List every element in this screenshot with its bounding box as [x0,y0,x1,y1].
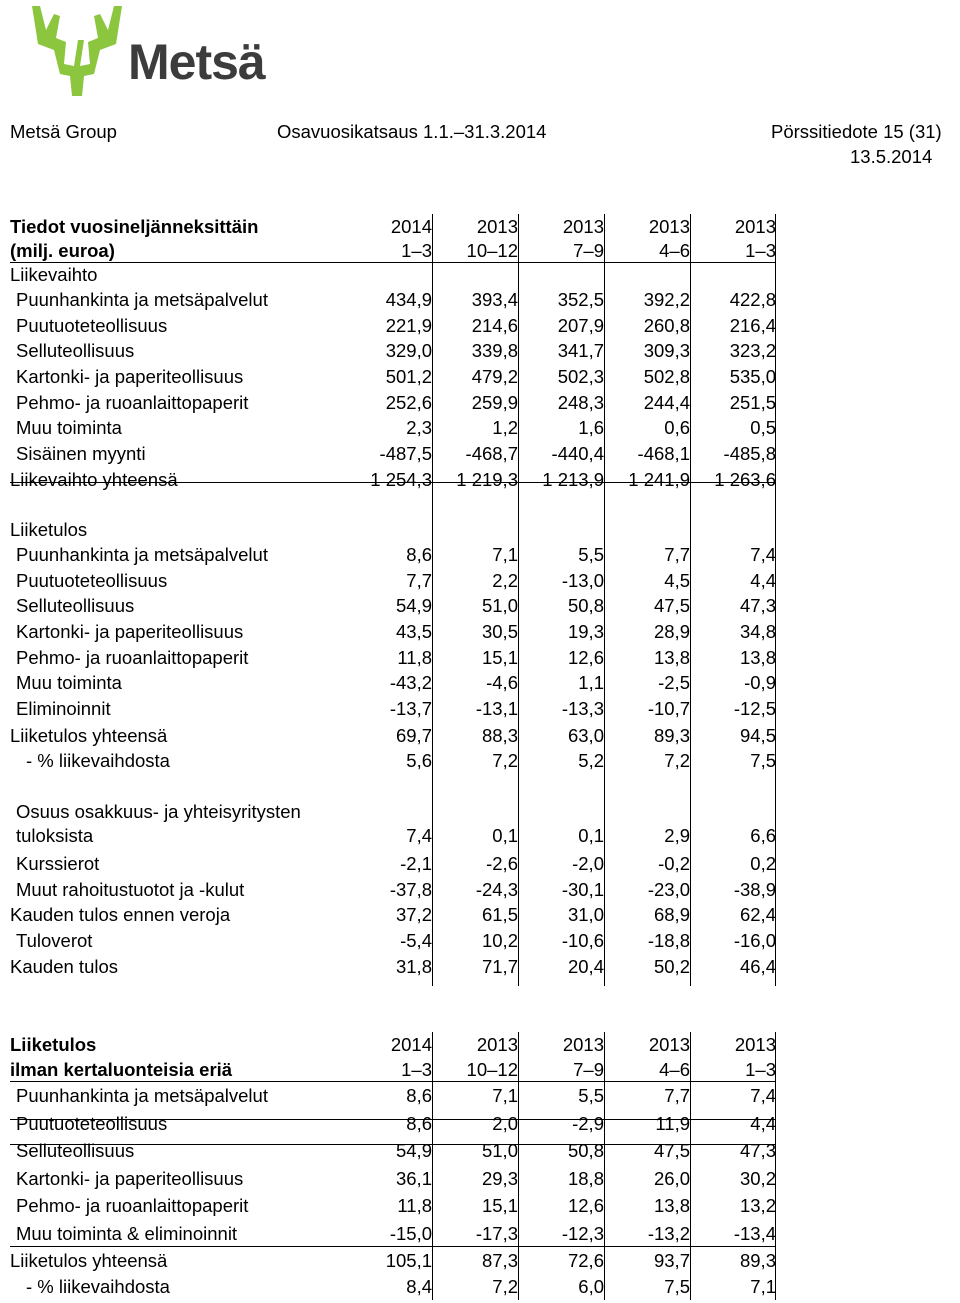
cell-value: -10,7 [647,697,690,719]
cell-value: 323,2 [729,340,776,362]
cell-value: 69,7 [395,724,432,746]
row-label: Selluteollisuus [16,1140,135,1161]
row-label: Pehmo- ja ruoanlaittopaperit [16,646,249,668]
cell-value: -2,9 [572,1112,604,1134]
cell-value: -17,3 [475,1222,518,1244]
cell-value: -2,0 [572,852,604,874]
cell-value: 502,3 [557,366,604,388]
cell-value: -16,0 [733,929,776,951]
row-label: Kauden tulos ennen veroja [10,903,231,925]
cell-value: 61,5 [481,903,518,925]
cell-value: 36,1 [395,1167,432,1189]
cell-value: -13,7 [389,697,432,719]
cell-value: 13,2 [739,1195,776,1216]
row-label: Kartonki- ja paperiteollisuus [16,620,244,642]
period: 1–3 [401,1059,432,1080]
cell-value: 341,7 [557,340,604,362]
release-date: 13.5.2014 [850,146,933,167]
cell-value: 2,3 [406,417,432,439]
year: 2014 [390,1034,432,1055]
cell-value: 68,9 [653,903,690,925]
cell-value: 248,3 [557,391,604,413]
cell-value: 422,8 [729,289,776,310]
row-label: - % liikevaihdosta [26,749,170,771]
cell-value: -440,4 [551,443,604,465]
period: 4–6 [659,240,690,261]
cell-value: 47,3 [739,595,776,617]
cell-value: 221,9 [385,314,432,336]
cell-value: 87,3 [481,1250,518,1271]
cell-value: -4,6 [486,672,518,694]
table-subtitle: ilman kertaluonteisia eriä [10,1059,233,1080]
cell-value: 6,6 [750,824,776,846]
cell-value: -13,1 [475,697,518,719]
cell-value: 43,5 [395,620,432,642]
cell-value: 31,8 [395,955,432,977]
cell-value: 26,0 [653,1167,690,1189]
cell-value: 501,2 [385,366,432,388]
cell-value: 31,0 [567,903,604,925]
cell-value: 63,0 [567,724,604,746]
row-label: Liiketulos yhteensä [10,1250,168,1271]
cell-value: -18,8 [647,929,690,951]
row-label: Selluteollisuus [16,595,135,617]
row-label: Muu toiminta [16,672,122,694]
cell-value: 329,0 [385,340,432,362]
cell-value: 7,7 [406,569,432,591]
row-label: Puunhankinta ja metsäpalvelut [16,289,268,310]
cell-value: 4,5 [664,569,690,591]
cell-value: 1,2 [492,417,518,439]
cell-value: 7,7 [664,1085,690,1106]
row-label: Kurssierot [16,852,100,874]
cell-value: 30,5 [481,620,518,642]
cell-value: 392,2 [643,289,690,310]
year: 2013 [648,1034,690,1055]
row-label: Puutuoteteollisuus [16,314,168,336]
cell-value: -468,1 [637,443,690,465]
cell-value: 0,5 [750,417,776,439]
row-label: Muu toiminta [16,417,122,439]
cell-value: 47,5 [653,595,690,617]
cell-value: 502,8 [643,366,690,388]
cell-value: 20,4 [567,955,604,977]
cell-value: 51,0 [481,595,518,617]
section-heading-text: Liiketulos [10,518,88,540]
cell-value: 1 241,9 [628,468,690,490]
cell-value: -487,5 [379,443,432,465]
cell-value: -2,6 [486,852,518,874]
period: 10–12 [466,240,518,261]
cell-value: 0,2 [750,852,776,874]
cell-value: 5,5 [578,1085,604,1106]
row-label: Eliminoinnit [16,697,111,719]
cell-value: 47,3 [739,1140,776,1161]
cell-value: -24,3 [475,878,518,900]
cell-value: 252,6 [385,391,432,413]
cell-value: 1 263,6 [714,468,776,490]
cell-value: 13,8 [653,1195,690,1216]
cell-value: 12,6 [567,1195,604,1216]
report-title: Osavuosikatsaus 1.1.–31.3.2014 [277,121,547,142]
cell-value: 72,6 [567,1250,604,1271]
company-name: Metsä Group [10,121,117,142]
cell-value: 1,1 [578,672,604,694]
cell-value: 50,8 [567,1140,604,1161]
period: 1–3 [401,240,432,261]
cell-value: 4,4 [750,1112,776,1134]
cell-value: -2,5 [658,672,690,694]
metsa-logo [30,4,280,98]
period: 7–9 [573,240,604,261]
cell-value: 15,1 [481,1195,518,1216]
table-title: Liiketulos [10,1034,97,1055]
row-label: Osuus osakkuus- ja yhteisyritysten [16,800,301,822]
cell-value: 7,1 [492,1085,518,1106]
row-label: Muut rahoitustuotot ja -kulut [16,878,245,900]
cell-value: 1,6 [578,417,604,439]
period: 1–3 [745,1059,776,1080]
cell-value: 207,9 [557,314,604,336]
cell-value: 11,9 [655,1112,690,1134]
cell-value: 7,2 [664,749,690,771]
cell-value: 34,8 [739,620,776,642]
cell-value: 5,2 [578,749,604,771]
cell-value: 8,6 [406,543,432,565]
cell-value: 8,6 [406,1085,432,1106]
cell-value: 62,4 [739,903,776,925]
cell-value: -5,4 [400,929,432,951]
cell-value: 1 254,3 [370,468,432,490]
cell-value: 1 219,3 [456,468,518,490]
cell-value: -13,4 [733,1222,776,1244]
row-label: Puunhankinta ja metsäpalvelut [16,543,268,565]
cell-value: -38,9 [733,878,776,900]
cell-value: 7,2 [492,1276,518,1297]
cell-value: -15,0 [389,1222,432,1244]
cell-value: 352,5 [557,289,604,310]
cell-value: 50,2 [653,955,690,977]
cell-value: 7,2 [492,749,518,771]
cell-value: 309,3 [643,340,690,362]
cell-value: 7,5 [664,1276,690,1297]
row-label: Kartonki- ja paperiteollisuus [16,366,244,388]
cell-value: 2,2 [492,569,518,591]
cell-value: 29,3 [481,1167,518,1189]
row-label: tuloksista [16,824,94,846]
cell-value: 260,8 [643,314,690,336]
year: 2013 [562,1034,604,1055]
cell-value: -13,2 [647,1222,690,1244]
row-label: Liikevaihto yhteensä [10,468,178,490]
year: 2013 [476,1034,518,1055]
section-heading-text: Liikevaihto [10,264,98,285]
row-label: Puunhankinta ja metsäpalvelut [16,1085,268,1106]
period: 1–3 [745,240,776,261]
cell-value: 5,5 [578,543,604,565]
cell-value: 393,4 [471,289,518,310]
cell-value: 30,2 [739,1167,776,1189]
cell-value: -468,7 [465,443,518,465]
cell-value: 7,4 [750,543,776,565]
cell-value: 18,8 [567,1167,604,1189]
year: 2013 [648,216,690,237]
cell-value: -12,3 [561,1222,604,1244]
year: 2013 [734,216,776,237]
cell-value: 7,4 [406,824,432,846]
cell-value: 4,4 [750,569,776,591]
table-title: Tiedot vuosineljänneksittäin [10,216,259,237]
row-label: Kauden tulos [10,955,119,977]
row-label: Liiketulos yhteensä [10,724,168,746]
cell-value: -12,5 [733,697,776,719]
row-label: Muu toiminta & eliminoinnit [16,1222,238,1244]
year: 2013 [476,216,518,237]
cell-value: -10,6 [561,929,604,951]
cell-value: 54,9 [395,1140,432,1161]
row-label: Puutuoteteollisuus [16,569,168,591]
cell-value: 10,2 [481,929,518,951]
cell-value: 47,5 [653,1140,690,1161]
period: 10–12 [466,1059,518,1080]
cell-value: 105,1 [385,1250,432,1271]
cell-value: 535,0 [729,366,776,388]
cell-value: 6,0 [578,1276,604,1297]
cell-value: 19,3 [567,620,604,642]
cell-value: -13,0 [561,569,604,591]
cell-value: 7,1 [492,543,518,565]
row-label: - % liikevaihdosta [26,1276,170,1297]
cell-value: 28,9 [653,620,690,642]
cell-value: 216,4 [729,314,776,336]
cell-value: -30,1 [561,878,604,900]
cell-value: 94,5 [739,724,776,746]
cell-value: 54,9 [395,595,432,617]
cell-value: 2,0 [492,1112,518,1134]
cell-value: 434,9 [385,289,432,310]
cell-value: 7,5 [750,749,776,771]
row-label: Pehmo- ja ruoanlaittopaperit [16,1195,249,1216]
year: 2014 [390,216,432,237]
cell-value: 46,4 [739,955,776,977]
cell-value: 71,7 [481,955,518,977]
year: 2013 [734,1034,776,1055]
row-label: Kartonki- ja paperiteollisuus [16,1167,244,1189]
cell-value: 8,6 [406,1112,432,1134]
cell-value: -0,9 [744,672,776,694]
cell-value: -23,0 [647,878,690,900]
cell-value: -43,2 [389,672,432,694]
cell-value: 51,0 [481,1140,518,1161]
period: 4–6 [659,1059,690,1080]
cell-value: 479,2 [471,366,518,388]
year: 2013 [562,216,604,237]
cell-value: 50,8 [567,595,604,617]
cell-value: 7,1 [750,1276,776,1297]
cell-value: -13,3 [561,697,604,719]
row-label: Sisäinen myynti [16,443,146,465]
cell-value: 7,4 [750,1085,776,1106]
cell-value: 37,2 [395,903,432,925]
cell-value: 7,7 [664,543,690,565]
cell-value: 259,9 [471,391,518,413]
row-label: Puutuoteteollisuus [16,1112,168,1134]
cell-value: -0,2 [658,852,690,874]
cell-value: 13,8 [739,646,776,668]
cell-value: 88,3 [481,724,518,746]
cell-value: 0,1 [578,824,604,846]
row-label: Selluteollisuus [16,340,135,362]
cell-value: 2,9 [664,824,690,846]
table-unit: (milj. euroa) [10,240,115,261]
cell-value: 93,7 [653,1250,690,1271]
cell-value: 89,3 [653,724,690,746]
logo-wordmark: Metsä [128,34,265,90]
cell-value: 8,4 [406,1276,432,1297]
cell-value: 15,1 [481,646,518,668]
cell-value: 12,6 [567,646,604,668]
cell-value: -2,1 [400,852,432,874]
cell-value: 0,1 [492,824,518,846]
release-number: Pörssitiedote 15 (31) [771,121,942,142]
cell-value: 5,6 [406,749,432,771]
row-label: Tuloverot [16,929,93,951]
row-label: Pehmo- ja ruoanlaittopaperit [16,391,249,413]
cell-value: 1 213,9 [542,468,604,490]
cell-value: 214,6 [471,314,518,336]
cell-value: 244,4 [643,391,690,413]
cell-value: 13,8 [653,646,690,668]
cell-value: 11,8 [397,1195,432,1216]
cell-value: -485,8 [723,443,776,465]
cell-value: -37,8 [389,878,432,900]
cell-value: 339,8 [471,340,518,362]
cell-value: 11,8 [397,646,432,668]
cell-value: 251,5 [729,391,776,413]
cell-value: 89,3 [739,1250,776,1271]
period: 7–9 [573,1059,604,1080]
cell-value: 0,6 [664,417,690,439]
